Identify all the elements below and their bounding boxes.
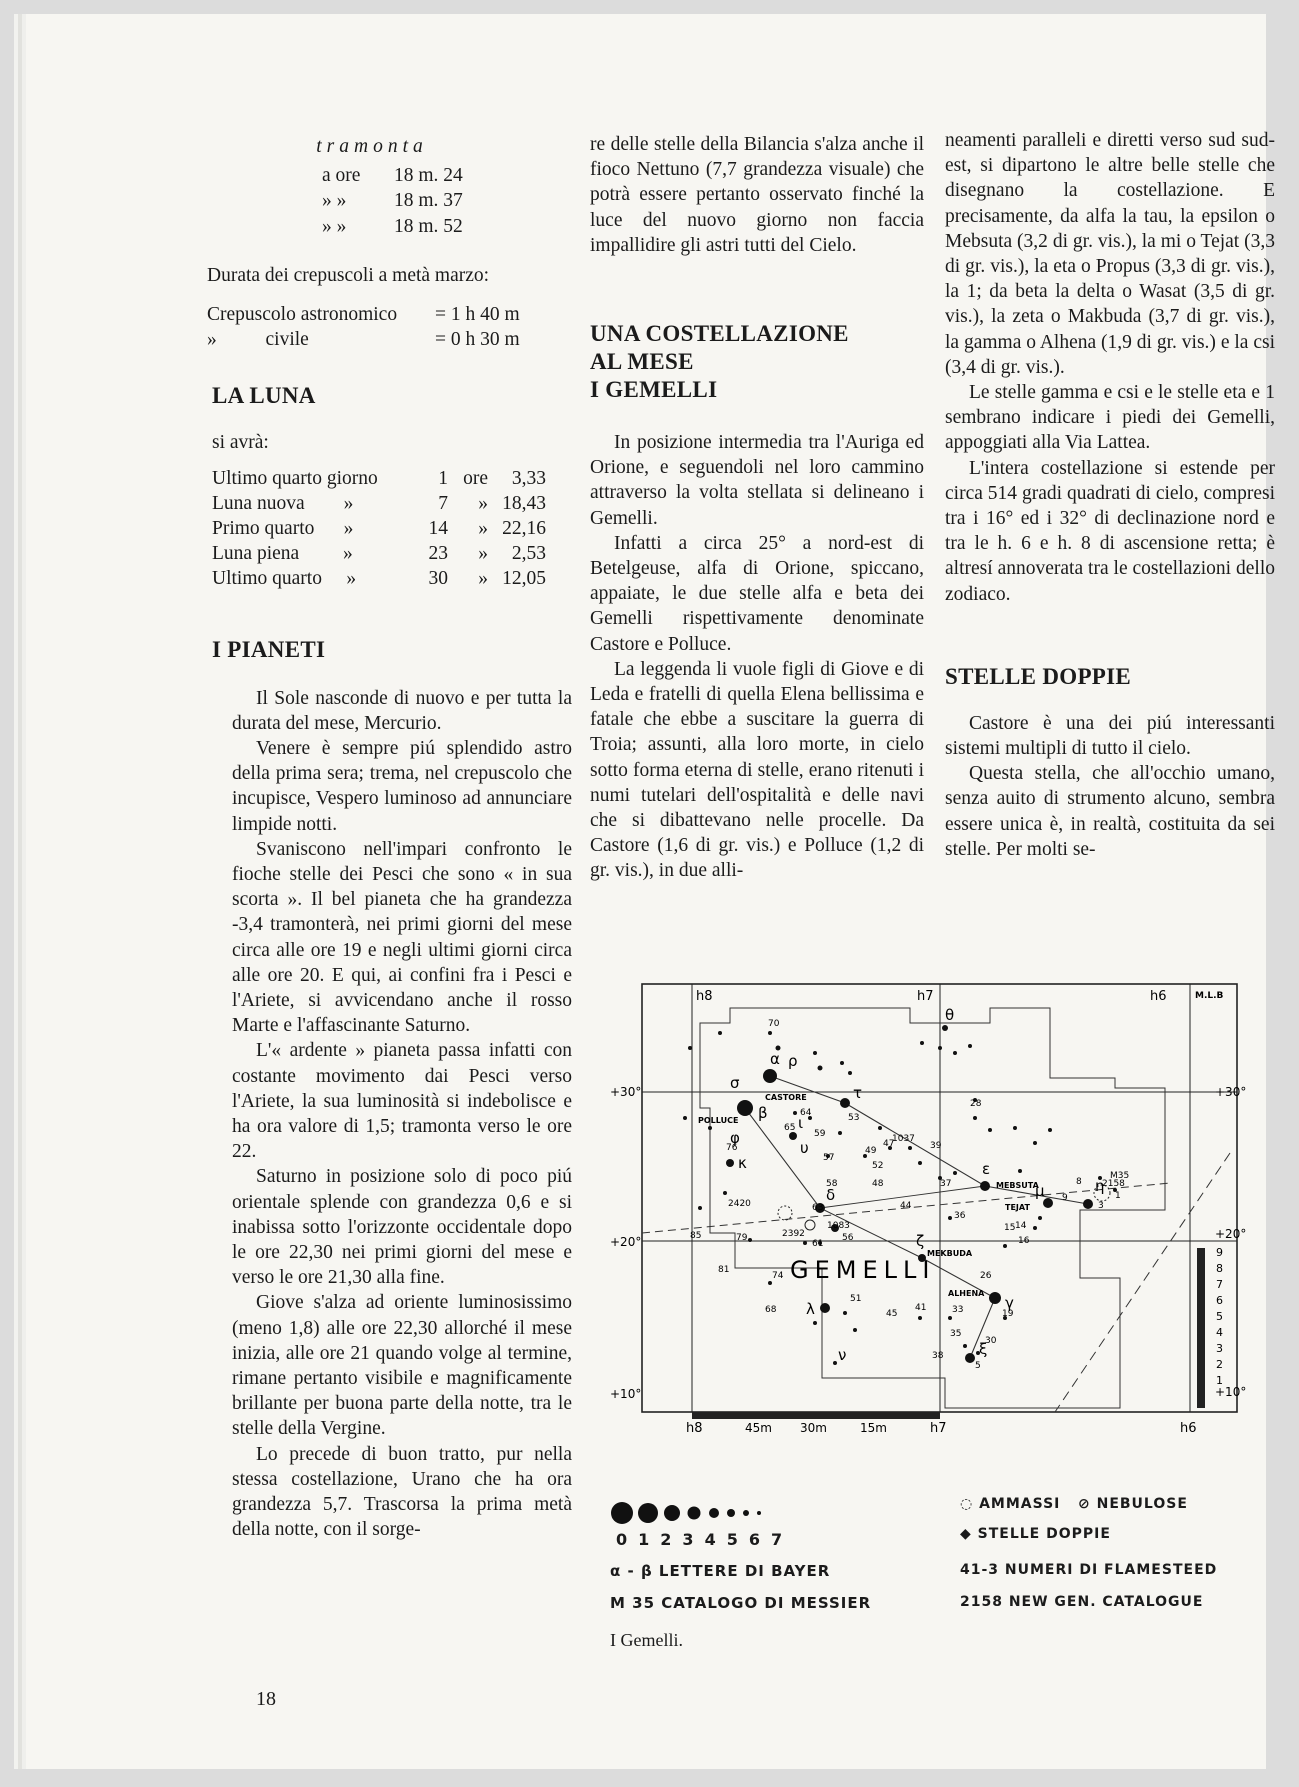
number-label: 57: [823, 1153, 835, 1163]
number-label: 2420: [728, 1199, 751, 1209]
constellation-name: GEMELLI: [790, 1256, 936, 1284]
dec-left-label: +30°: [610, 1085, 642, 1099]
paragraph: Lo precede di buon tratto, pur nella stessa costellazione, Urano che ha ora grandezza 5,7. Trascorsa la prima metà della notte, con il sorge-: [232, 1443, 572, 1541]
faint-star: [768, 1281, 772, 1285]
double-star-legend: ◆ STELLE DOPPIE: [960, 1526, 1111, 1542]
number-label: 19: [1002, 1309, 1014, 1319]
number-label: 68: [765, 1305, 777, 1315]
number-label: 76: [726, 1143, 738, 1153]
number-label: 8: [1076, 1177, 1082, 1187]
crep-value: = 0 h 30 m: [435, 329, 520, 351]
faint-star: [748, 1238, 752, 1242]
faint-star: [878, 1126, 882, 1130]
paragraph: Il Sole nasconde di nuovo e per tutta la durata del mese, Mercurio.: [232, 687, 572, 734]
gemelli-text: [590, 430, 924, 884]
column-3: [945, 128, 1275, 862]
number-label: 45: [886, 1309, 898, 1319]
ra-bottom-label: h7: [930, 1421, 947, 1436]
paragraph: Venere è sempre piú splendido astro della prima sera; trema, nel crepuscolo che incupisce, Vespero luminoso ad annunciare limpide notti.: [232, 738, 572, 835]
faint-star: [818, 1066, 823, 1071]
label-tejat: TEJAT: [1005, 1203, 1030, 1212]
faint-star: [840, 1061, 844, 1065]
faint-star: [953, 1051, 957, 1055]
crep-label: Crepuscolo astronomico: [207, 303, 398, 325]
mag-dot: [688, 1507, 701, 1520]
crep-value: = 1 h 40 m: [435, 303, 520, 325]
number-label: 38: [932, 1351, 944, 1361]
constellation-boundary: [700, 1008, 1165, 1408]
number-label: 74: [772, 1271, 784, 1281]
dec-left-label: +20°: [610, 1235, 642, 1249]
mag-dot: [611, 1502, 633, 1524]
scale-digit: 2: [1216, 1358, 1223, 1371]
greek-label: η: [1095, 1177, 1105, 1195]
faint-star: [918, 1316, 922, 1320]
number-label: 2158: [1102, 1179, 1125, 1189]
faint-star: [723, 1191, 727, 1195]
number-label: 51: [850, 1294, 862, 1304]
number-label: 85: [690, 1231, 702, 1241]
crepuscoli-table: [207, 302, 572, 352]
dec-right-label: +20°: [1215, 1227, 1247, 1241]
star-tau: [840, 1098, 850, 1108]
faint-star: [973, 1116, 977, 1120]
paragraph: Castore è una dei piú interessanti sistemi multipli di tutto il cielo.: [945, 712, 1275, 760]
faint-star: [988, 1128, 992, 1132]
cluster-legend: ◌ AMMASSI ⊘ NEBULOSE: [960, 1496, 1188, 1512]
cluster-icon: ◌: [960, 1496, 980, 1512]
paragraph: L'« ardente » pianeta passa infatti con costante movimento dai Pesci verso l'Ariete, la sua luminosità si indebolisce e ha ora valore di 1,5; tramonta verso le ore 22.: [232, 1040, 572, 1163]
faint-star: [803, 1241, 807, 1245]
dec-scale-bar: [1197, 1248, 1205, 1408]
dec-right-label: +30°: [1215, 1085, 1247, 1099]
number-label: 59: [814, 1129, 826, 1139]
table-row: Primo quarto » 14 » 22,16: [212, 517, 546, 539]
number-label: 30: [985, 1336, 997, 1346]
greek-label: λ: [806, 1300, 815, 1318]
luna-heading: LA LUNA: [212, 383, 316, 409]
greek-label: ι: [798, 1114, 804, 1132]
ngc-legend: 2158 NEW GEN. CATALOGUE: [960, 1594, 1204, 1610]
faint-star: [698, 1206, 702, 1210]
table-row: Luna piena » 23 » 2,53: [212, 543, 546, 565]
number-label: 49: [865, 1146, 877, 1156]
scale-digit: 8: [1216, 1262, 1223, 1275]
faint-star: [848, 1071, 852, 1075]
faint-star: [1038, 1216, 1042, 1220]
greek-label: σ: [730, 1074, 740, 1092]
number-label: 65: [784, 1123, 796, 1133]
greek-label: κ: [738, 1154, 747, 1172]
number-label: 5: [975, 1361, 981, 1371]
label-mebsuta: MEBSUTA: [996, 1181, 1039, 1190]
gemini-star-map: [610, 978, 1250, 1498]
number-label: 47: [883, 1139, 895, 1149]
number-label: 39: [930, 1141, 942, 1151]
number-label: 2392: [782, 1229, 805, 1239]
number-label: 1037: [892, 1134, 915, 1144]
magnitude-dots: [610, 1500, 810, 1526]
faint-star: [953, 1171, 957, 1175]
paragraph: In posizione intermedia tra l'Auriga ed Orione, e seguendoli nel loro cammino attraverso la volta stellata si delineano i Gemelli.: [590, 432, 924, 529]
mag-dot: [757, 1511, 761, 1515]
number-label: 37: [940, 1179, 952, 1189]
greek-label: ξ: [979, 1340, 988, 1358]
costellazione-heading: UNA COSTELLAZIONE AL MESE I GEMELLI: [590, 321, 849, 403]
figure-caption: I Gemelli.: [610, 1630, 683, 1650]
faint-star: [1013, 1126, 1017, 1130]
tramonta-row: » » 18 m. 37: [322, 190, 463, 212]
faint-star: [938, 1046, 942, 1050]
number-label: 15: [1004, 1223, 1016, 1233]
faint-star: [813, 1051, 817, 1055]
faint-star: [918, 1161, 922, 1165]
number-label: 53: [848, 1113, 860, 1123]
ngc-2420-cluster-icon: [778, 1206, 792, 1220]
faint-star: [1033, 1141, 1037, 1145]
scale-digit: 3: [1216, 1342, 1223, 1355]
number-label: 58: [826, 1179, 838, 1189]
column-1: [207, 134, 572, 1543]
number-label: 63: [812, 1203, 824, 1213]
mag-dot: [664, 1505, 680, 1521]
ra-bottom-label: h6: [1180, 1421, 1197, 1436]
paragraph: La leggenda li vuole figli di Giove e di Leda e fratelli di quella Elena bellissima e fatale che ebbe a suscitare la guerra di Troia; assunti, alla loro morte, in cielo sotto forma eterna di stelle, erano ritenuti i numi tutelari dell'ospitalità e delle navi che si dibattevano nelle procelle. Da Castore (1,6 di gr. vis.) e Polluce (1,2 di gr. vis.), in due alli-: [590, 658, 924, 882]
number-label: 26: [980, 1271, 992, 1281]
scale-digit: 9: [1216, 1246, 1223, 1259]
tramonta-row: a ore 18 m. 24: [322, 165, 463, 187]
label-polluce: POLLUCE: [698, 1116, 739, 1125]
ra-top-label: h6: [1150, 989, 1167, 1004]
faint-star: [948, 1216, 952, 1220]
faint-star: [963, 1344, 967, 1348]
greek-label: υ: [800, 1139, 809, 1157]
ra-top-label: h7: [917, 989, 934, 1004]
paragraph: Giove s'alza ad oriente luminosissimo (meno 1,8) alle ore 22,30 allorché il mese inizia, alle ore 21 quando volge al termine, rimane pertanto visibile e magnificamente brillante per buona parte della notte, tra le stelle della Vergine.: [232, 1292, 572, 1440]
faint-star: [708, 1126, 712, 1130]
magnitude-legend: [610, 1500, 810, 1549]
faint-star: [968, 1044, 972, 1048]
number-label: 35: [950, 1329, 962, 1339]
number-label: 14: [1015, 1221, 1027, 1231]
column-2: [590, 132, 924, 884]
greek-label: ε: [982, 1160, 991, 1178]
faint-star: [853, 1328, 857, 1332]
number-label: 1: [1115, 1191, 1121, 1201]
number-label: 81: [718, 1265, 730, 1275]
star-pollux: [737, 1100, 753, 1116]
messier-legend: M 35 CATALOGO DI MESSIER: [610, 1594, 872, 1612]
star-lambda: [820, 1303, 830, 1313]
doppie-heading: STELLE DOPPIE: [945, 663, 1132, 689]
mag-dot: [638, 1503, 658, 1523]
durata-line: Durata dei crepuscoli a metà marzo:: [207, 264, 490, 286]
greek-label: φ: [730, 1129, 740, 1147]
pianeti-text: [232, 686, 572, 1543]
faint-star: [843, 1311, 847, 1315]
number-label: 36: [954, 1211, 966, 1221]
table-row: Ultimo quarto giorno 1 ore 3,33: [212, 467, 546, 489]
faint-star: [908, 1146, 912, 1150]
ra-bottom-label: h8: [686, 1421, 703, 1436]
greek-label: μ: [1035, 1182, 1045, 1200]
flamsteed-legend: 41-3 NUMERI DI FLAMESTEED: [960, 1562, 1218, 1578]
tramonta-table: [322, 163, 572, 239]
greek-label: ρ: [788, 1052, 798, 1070]
dec-right-label: +10°: [1215, 1385, 1247, 1399]
star-kappa: [726, 1159, 734, 1167]
star-castor: [763, 1069, 777, 1083]
scale-digit: 1: [1216, 1374, 1223, 1387]
number-label: 44: [900, 1201, 912, 1211]
number-label: 52: [872, 1161, 884, 1171]
ra-scale-bar: [692, 1412, 940, 1419]
table-row: Luna nuova » 7 » 18,43: [212, 492, 546, 514]
faint-star: [1018, 1169, 1022, 1173]
faint-star: [833, 1361, 837, 1365]
star-mebsuta: [980, 1181, 990, 1191]
mag-dot: [709, 1508, 719, 1518]
star-xi: [965, 1353, 975, 1363]
scale-digit: 5: [1216, 1310, 1223, 1323]
scale-digit: 4: [1216, 1326, 1223, 1339]
luna-intro: si avrà:: [212, 432, 269, 454]
faint-star: [838, 1131, 842, 1135]
paragraph: Infatti a circa 25° a nord-est di Betelgeuse, alfa di Orione, spiccano, appaiate, le due stelle alfa e beta dei Gemelli rispettivamente denominate Castore e Polluce.: [590, 532, 924, 655]
ra-bottom-label: 30m: [800, 1421, 827, 1435]
crep-label: » civile: [207, 329, 309, 351]
catalogue-numbers: [690, 1019, 1125, 1371]
number-label: 16: [1018, 1236, 1030, 1246]
faint-star: [1003, 1244, 1007, 1248]
number-label: 1083: [827, 1221, 850, 1231]
number-label: 48: [872, 1179, 884, 1189]
signature: M.L.B: [1195, 991, 1224, 1001]
number-label: 56: [842, 1233, 854, 1243]
faint-star: [1048, 1128, 1052, 1132]
faint-star: [718, 1031, 722, 1035]
paragraph: neamenti paralleli e diretti verso sud sud-est, si dipartono le altre belle stelle che disegnano la costellazione. E precisamente, da alfa la tau, la epsilon o Mebsuta (3,2 di gr. vis.), la mi o Tejat (3,3 di gr. vis.), la eta o Propus (3,3 di gr. vis.), la 1; da beta la delta o Wasat (3,5 di gr. vis.), la zeta o Makbuda (3,7 di gr. vis.), la gamma o Alhena (1,9 di gr. vis.) e la csi (3,4 di gr. vis.).: [945, 130, 1275, 378]
greek-label: γ: [1005, 1294, 1014, 1312]
paragraph: L'intera costellazione si estende per circa 514 gradi quadrati di cielo, compresi tra i 16° ed i 32° di declinazione nord e tra le h. 6 e h. 8 di ascensione retta; è altresí annoverata tra le costellazioni dello zodiaco.: [945, 457, 1275, 605]
faint-star: [768, 1031, 772, 1035]
greek-label: θ: [945, 1006, 955, 1024]
label-mekbuda: MEKBUDA: [927, 1249, 973, 1258]
moon-table: [212, 466, 572, 592]
nebula-icon: ⊘: [1078, 1496, 1097, 1512]
greek-label: δ: [826, 1186, 836, 1204]
faint-star: [813, 1321, 817, 1325]
paragraph: re delle stelle della Bilancia s'alza anche il fioco Nettuno (7,7 grandezza visuale) che potrà essere pertanto osservato finché la luce del nuovo giorno non faccia impallidire gli astri tutti del Cielo.: [590, 134, 924, 256]
ra-bottom-label: 45m: [745, 1421, 772, 1435]
number-label: 41: [915, 1303, 927, 1313]
paragraph: Saturno in posizione solo di poco piú orientale splende con grandezza 0,6 e si inabissa sotto l'orizzonte occidentale dopo le ore 22,30 nei primi giorni del mese e verso le ore 21,30 alla fine.: [232, 1166, 572, 1289]
scale-digit: 6: [1216, 1294, 1223, 1307]
faint-star: [683, 1116, 687, 1120]
double-star-icon: ◆: [960, 1526, 978, 1542]
greek-label: ζ: [916, 1232, 925, 1250]
paragraph: Svaniscono nell'impari confronto le fioche stelle dei Pesci che sono « in sua scorta ». Il bel pianeta che ha grandezza -3,4 tramonterà, nei primi giorni del mese circa alle ore 19 e negli ultimi giorni circa alle ore 20. E qui, ai confini fra i Pesci e l'Ariete, si avvicendano anche il rosso Marte e l'affascinante Saturno.: [232, 838, 572, 1037]
number-label: 70: [768, 1019, 780, 1029]
greek-label: α: [770, 1050, 780, 1068]
faint-star: [948, 1316, 952, 1320]
number-label: 79: [736, 1233, 748, 1243]
dec-scale-digits: [1216, 1246, 1223, 1387]
number-label: 9: [1062, 1193, 1068, 1203]
number-label: 64: [800, 1108, 812, 1118]
greek-label: β: [758, 1104, 768, 1122]
star-alhena: [989, 1292, 1001, 1304]
paragraph: Le stelle gamma e csi e le stelle eta e 1 sembrano indicare i piedi dei Gemelli, appoggiati alla Via Lattea.: [945, 382, 1275, 454]
ra-bottom-label: 15m: [860, 1421, 887, 1435]
label-castore: CASTORE: [765, 1093, 807, 1102]
tramonta-row: » » 18 m. 52: [322, 215, 463, 237]
faint-star: [920, 1041, 924, 1045]
faint-star: [688, 1046, 692, 1050]
number-label: 3: [1098, 1201, 1104, 1211]
number-label: 28: [970, 1099, 982, 1109]
faint-star: [942, 1025, 948, 1031]
dec-left-label: +10°: [610, 1387, 642, 1401]
faint-star: [1033, 1226, 1037, 1230]
star-upsilon: [789, 1132, 797, 1140]
paragraph: Questa stella, che all'occhio umano, senza auito di strumento alcuno, sembra essere unica è, in realtà, costituita da sei stelle. Per molti se-: [945, 763, 1275, 860]
faint-star: [793, 1111, 797, 1115]
faint-stars: [683, 1025, 1117, 1365]
tramonta-title: tramonta: [316, 136, 428, 157]
greek-label: ν: [838, 1346, 847, 1364]
scale-digit: 7: [1216, 1278, 1223, 1291]
number-label: 61: [812, 1239, 824, 1249]
magnitude-labels: 0 1 2 3 4 5 6 7: [616, 1530, 784, 1549]
m35-label: M35: [1110, 1171, 1130, 1181]
pianeti-heading: I PIANETI: [212, 636, 326, 662]
ra-top-label: h8: [696, 989, 713, 1004]
bayer-legend: α - β LETTERE DI BAYER: [610, 1562, 831, 1580]
star-propus: [1083, 1199, 1093, 1209]
table-row: Ultimo quarto » 30 » 12,05: [212, 568, 546, 590]
mag-dot: [743, 1510, 749, 1516]
greek-label: τ: [853, 1084, 863, 1102]
mag-dot: [727, 1509, 735, 1517]
page-number: 18: [256, 1688, 276, 1710]
ngc-2392-nebula-icon: [805, 1220, 815, 1230]
number-label: 33: [952, 1305, 964, 1315]
label-alhena: ALHENA: [948, 1289, 985, 1298]
